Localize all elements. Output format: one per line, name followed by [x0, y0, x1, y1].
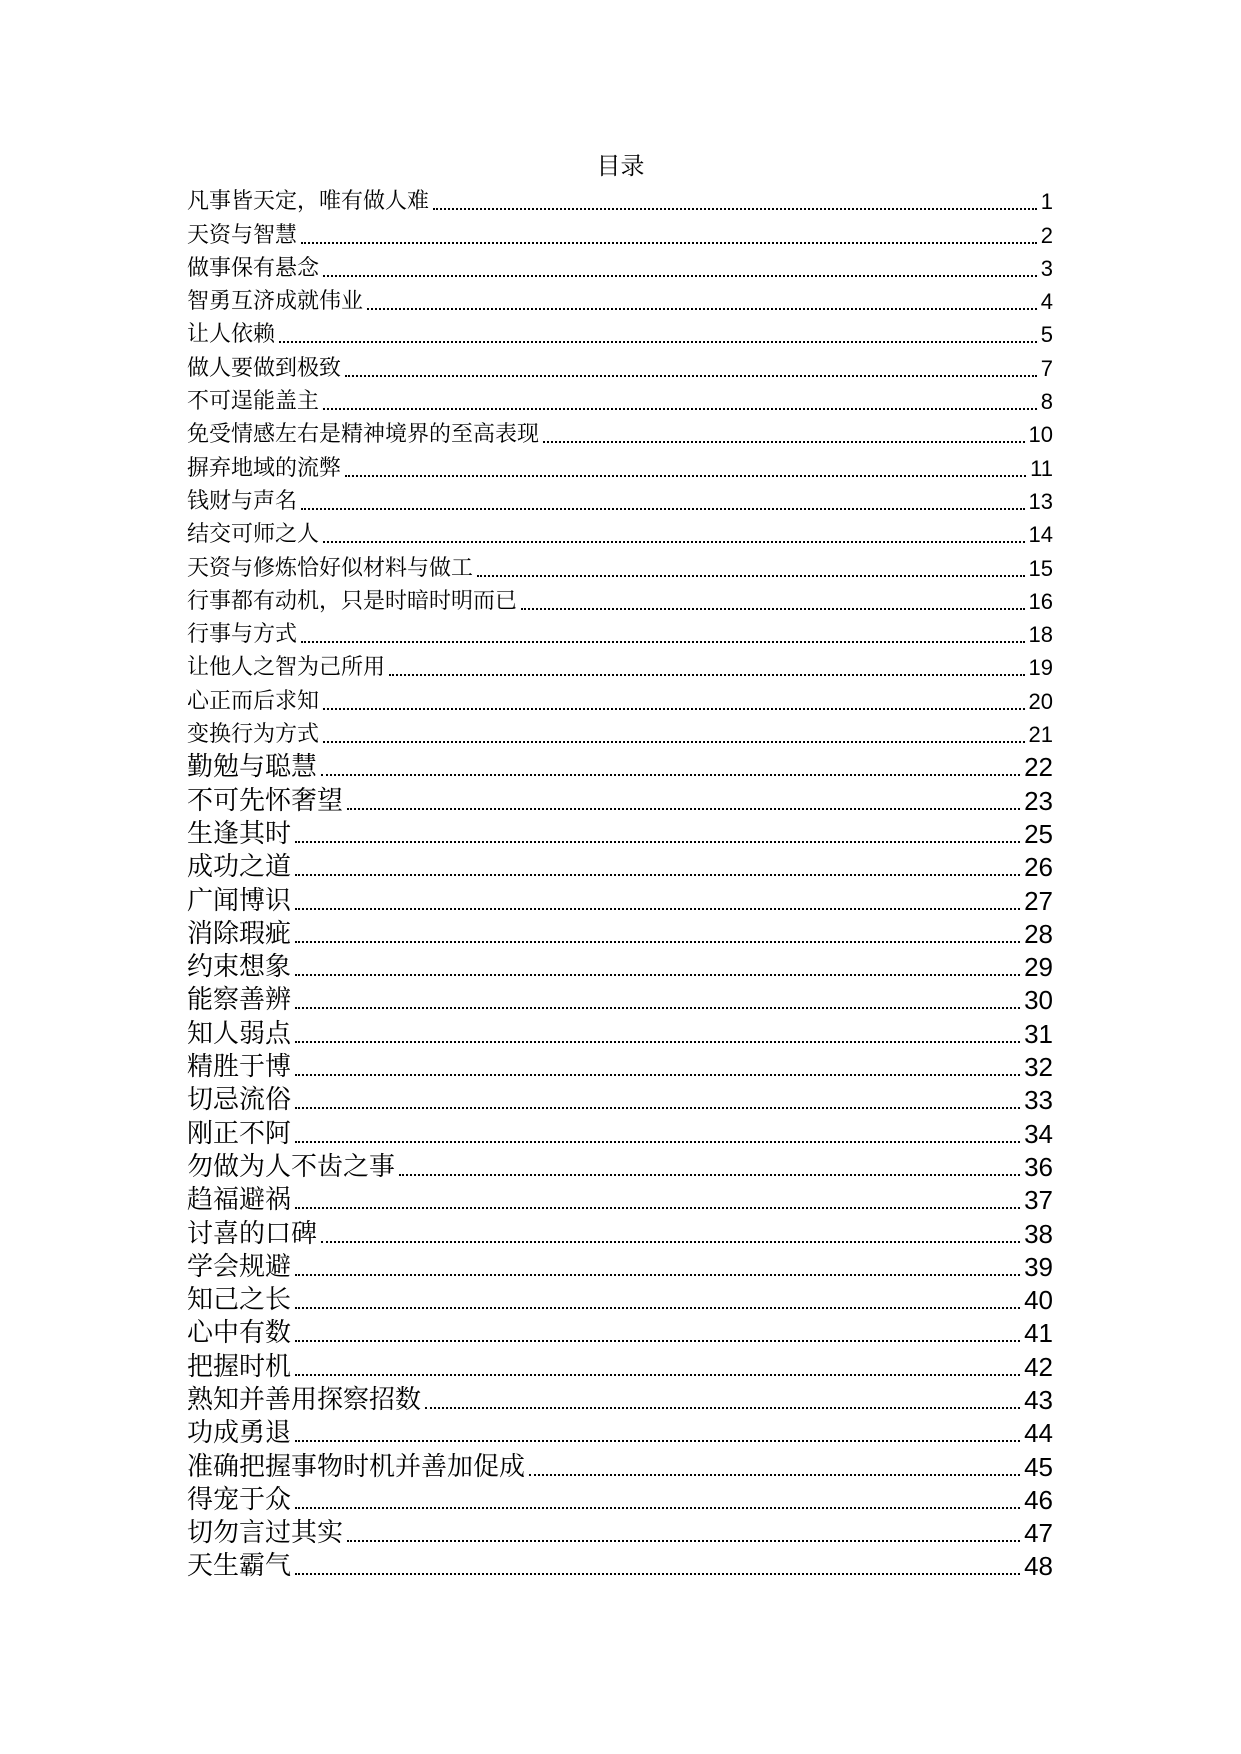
toc-entry-title: 不可逞能盖主 [187, 389, 320, 415]
toc-entry[interactable] [187, 851, 1053, 884]
toc-entry[interactable] [187, 784, 1053, 817]
toc-entry[interactable] [187, 1350, 1053, 1383]
toc-leader-dots [389, 674, 1025, 676]
toc-leader-dots [477, 575, 1025, 577]
toc-leader-dots [323, 741, 1025, 743]
toc-leader-dots [295, 1041, 1020, 1043]
toc-page-number: 16 [1028, 588, 1053, 614]
toc-leader-dots [295, 841, 1020, 843]
toc-entry-title: 熟知并善用探察招数 [187, 1384, 422, 1415]
toc-entry[interactable] [187, 1251, 1053, 1284]
toc-page-number: 11 [1030, 455, 1053, 481]
toc-entry-title: 天资与修炼恰好似材料与做工 [187, 555, 474, 581]
toc-entry[interactable] [187, 751, 1053, 784]
toc-page-number: 46 [1024, 1484, 1053, 1515]
toc-leader-dots [295, 1007, 1020, 1009]
toc-page-number: 5 [1040, 322, 1053, 348]
toc-leader-dots [345, 375, 1037, 377]
toc-entry-title: 行事都有动机，只是时暗时明而已 [187, 588, 518, 614]
toc-leader-dots [295, 1107, 1020, 1109]
toc-list [187, 185, 1053, 1583]
toc-leader-dots [323, 275, 1037, 277]
toc-page-number: 40 [1024, 1285, 1053, 1316]
toc-page-number: 8 [1040, 389, 1053, 415]
toc-entry-title: 免受情感左右是精神境界的至高表现 [187, 422, 540, 448]
toc-leader-dots [279, 341, 1037, 343]
toc-entry-title: 凡事皆天定，唯有做人难 [187, 189, 430, 215]
toc-leader-dots [295, 1141, 1020, 1143]
toc-page-number: 21 [1028, 722, 1053, 748]
toc-page-number: 34 [1024, 1118, 1053, 1149]
toc-entry[interactable] [187, 1417, 1053, 1450]
toc-leader-dots [295, 1307, 1020, 1309]
toc-page-number: 30 [1024, 985, 1053, 1016]
toc-entry[interactable] [187, 585, 1053, 618]
toc-entry-title: 变换行为方式 [187, 722, 320, 748]
toc-leader-dots [345, 475, 1026, 477]
toc-page-number: 18 [1028, 622, 1053, 648]
toc-entry-title: 能察善辨 [187, 985, 292, 1016]
toc-entry-title: 知己之长 [187, 1285, 292, 1316]
toc-entry[interactable] [187, 1550, 1053, 1583]
toc-entry[interactable] [187, 718, 1053, 751]
toc-page-number: 37 [1024, 1185, 1053, 1216]
toc-leader-dots [521, 608, 1025, 610]
toc-entry[interactable] [187, 485, 1053, 518]
toc-entry-title: 天生霸气 [187, 1551, 292, 1582]
toc-page-number: 38 [1024, 1218, 1053, 1249]
toc-leader-dots [321, 1241, 1020, 1243]
toc-page-number: 22 [1024, 752, 1053, 783]
toc-entry[interactable] [187, 918, 1053, 951]
toc-page-number: 7 [1040, 355, 1053, 381]
toc-leader-dots [295, 1507, 1020, 1509]
toc-leader-dots [543, 441, 1025, 443]
toc-leader-dots [301, 508, 1025, 510]
toc-page-number: 44 [1024, 1418, 1053, 1449]
toc-page-number: 19 [1028, 655, 1053, 681]
toc-page-number: 13 [1028, 488, 1053, 514]
toc-page-number: 47 [1024, 1518, 1053, 1549]
toc-leader-dots [323, 408, 1037, 410]
toc-entry[interactable] [187, 1384, 1053, 1417]
toc-page-number: 43 [1024, 1384, 1053, 1415]
toc-leader-dots [295, 1573, 1020, 1575]
toc-page-number: 20 [1028, 688, 1053, 714]
toc-leader-dots [347, 1540, 1020, 1542]
toc-entry-title: 切勿言过其实 [187, 1518, 344, 1549]
toc-page-number: 10 [1028, 422, 1053, 448]
toc-leader-dots [321, 774, 1020, 776]
toc-page-number: 31 [1024, 1018, 1053, 1049]
toc-entry[interactable] [187, 351, 1053, 384]
toc-entry[interactable] [187, 618, 1053, 651]
toc-entry[interactable] [187, 185, 1053, 218]
toc-page-number: 14 [1028, 522, 1053, 548]
toc-entry-title: 讨喜的口碑 [187, 1218, 318, 1249]
toc-entry[interactable] [187, 318, 1053, 351]
toc-entry[interactable] [187, 1517, 1053, 1550]
toc-leader-dots [347, 808, 1020, 810]
toc-leader-dots [323, 708, 1025, 710]
toc-page-number: 42 [1024, 1351, 1053, 1382]
toc-entry-title: 切忌流俗 [187, 1085, 292, 1116]
toc-leader-dots [295, 941, 1020, 943]
toc-entry[interactable] [187, 651, 1053, 684]
toc-leader-dots [295, 1440, 1020, 1442]
toc-leader-dots [295, 1374, 1020, 1376]
toc-page-number: 33 [1024, 1085, 1053, 1116]
toc-page-number: 39 [1024, 1251, 1053, 1282]
toc-entry[interactable] [187, 1317, 1053, 1350]
toc-entry-title: 摒弃地域的流弊 [187, 455, 342, 481]
toc-entry[interactable] [187, 1217, 1053, 1250]
toc-entry-title: 广闻博识 [187, 885, 292, 916]
toc-leader-dots [367, 308, 1037, 310]
toc-entry[interactable] [187, 518, 1053, 551]
toc-page-number: 28 [1024, 918, 1053, 949]
toc-entry-title: 心中有数 [187, 1318, 292, 1349]
toc-page-number: 3 [1040, 255, 1053, 281]
toc-page-number: 48 [1024, 1551, 1053, 1582]
toc-entry-title: 成功之道 [187, 852, 292, 883]
toc-leader-dots [295, 908, 1020, 910]
toc-entry-title: 把握时机 [187, 1351, 292, 1382]
toc-entry[interactable] [187, 1151, 1053, 1184]
toc-entry-title: 做事保有悬念 [187, 255, 320, 281]
toc-entry-title: 勿做为人不齿之事 [187, 1151, 396, 1182]
toc-leader-dots [295, 1340, 1020, 1342]
toc-leader-dots [399, 1174, 1020, 1176]
toc-entry[interactable] [187, 1484, 1053, 1517]
toc-leader-dots [323, 541, 1025, 543]
toc-page-number: 26 [1024, 852, 1053, 883]
toc-entry-title: 让人依赖 [187, 322, 276, 348]
toc-page-number: 32 [1024, 1052, 1053, 1083]
toc-entry[interactable] [187, 684, 1053, 717]
toc-entry[interactable] [187, 451, 1053, 484]
toc-entry-title: 刚正不阿 [187, 1118, 292, 1149]
toc-page-number: 4 [1040, 289, 1053, 315]
toc-entry-title: 钱财与声名 [187, 488, 298, 514]
toc-entry[interactable] [187, 1051, 1053, 1084]
toc-entry[interactable] [187, 1184, 1053, 1217]
toc-page-number: 41 [1024, 1318, 1053, 1349]
toc-entry[interactable] [187, 385, 1053, 418]
toc-entry-title: 学会规避 [187, 1251, 292, 1282]
toc-entry-title: 生逢其时 [187, 818, 292, 849]
toc-entry[interactable] [187, 252, 1053, 285]
toc-page-number: 23 [1024, 785, 1053, 816]
toc-entry[interactable] [187, 951, 1053, 984]
toc-leader-dots [301, 242, 1037, 244]
toc-entry[interactable] [187, 818, 1053, 851]
toc-page-number: 25 [1024, 818, 1053, 849]
toc-leader-dots [295, 1274, 1020, 1276]
toc-leader-dots [433, 208, 1037, 210]
toc-entry-title: 功成勇退 [187, 1418, 292, 1449]
toc-entry-title: 让他人之智为己所用 [187, 655, 386, 681]
toc-page-number: 29 [1024, 952, 1053, 983]
toc-entry[interactable] [187, 884, 1053, 917]
toc-page-number: 36 [1024, 1151, 1053, 1182]
toc-entry-title: 行事与方式 [187, 622, 298, 648]
toc-entry-title: 准确把握事物时机并善加促成 [187, 1451, 526, 1482]
toc-entry[interactable] [187, 1284, 1053, 1317]
toc-leader-dots [295, 1074, 1020, 1076]
toc-entry-title: 不可先怀奢望 [187, 785, 344, 816]
toc-leader-dots [295, 974, 1020, 976]
toc-entry-title: 心正而后求知 [187, 688, 320, 714]
toc-entry-title: 智勇互济成就伟业 [187, 289, 364, 315]
toc-title: 目录 [596, 152, 645, 180]
toc-entry[interactable] [187, 551, 1053, 584]
toc-entry[interactable] [187, 418, 1053, 451]
toc-entry-title: 天资与智慧 [187, 222, 298, 248]
toc-leader-dots [425, 1407, 1020, 1409]
toc-entry-title: 勤勉与聪慧 [187, 752, 318, 783]
toc-leader-dots [295, 1207, 1020, 1209]
toc-entry[interactable] [187, 984, 1053, 1017]
toc-leader-dots [529, 1474, 1020, 1476]
toc-entry[interactable] [187, 285, 1053, 318]
toc-entry-title: 结交可师之人 [187, 522, 320, 548]
toc-entry-title: 做人要做到极致 [187, 355, 342, 381]
toc-page-number: 45 [1024, 1451, 1053, 1482]
toc-entry-title: 精胜于博 [187, 1052, 292, 1083]
toc-entry-title: 约束想象 [187, 952, 292, 983]
toc-leader-dots [301, 641, 1025, 643]
toc-page-number: 1 [1040, 189, 1053, 215]
toc-entry-title: 消除瑕疵 [187, 918, 292, 949]
toc-page-number: 15 [1028, 555, 1053, 581]
toc-entry-title: 趋福避祸 [187, 1185, 292, 1216]
toc-entry-title: 得宠于众 [187, 1484, 292, 1515]
toc-entry-title: 知人弱点 [187, 1018, 292, 1049]
toc-entry[interactable] [187, 1017, 1053, 1050]
toc-entry[interactable] [187, 1084, 1053, 1117]
toc-entry[interactable] [187, 1450, 1053, 1483]
toc-leader-dots [295, 874, 1020, 876]
toc-page-number: 27 [1024, 885, 1053, 916]
toc-entry[interactable] [187, 1117, 1053, 1150]
toc-page-number: 2 [1040, 222, 1053, 248]
toc-entry[interactable] [187, 218, 1053, 251]
